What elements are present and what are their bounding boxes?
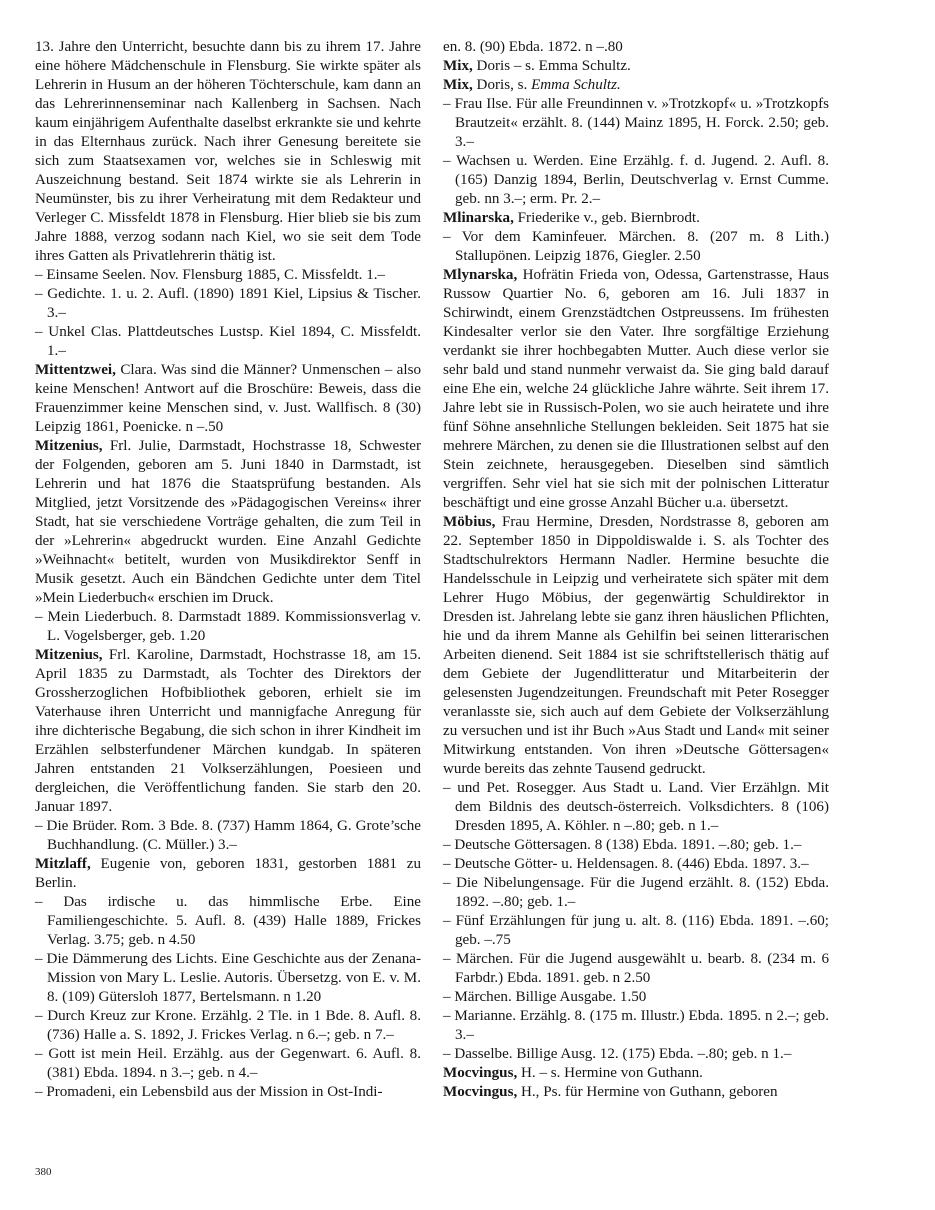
entry-headword: Mocvingus,: [443, 1065, 518, 1081]
continued-work-item: en. 8. (90) Ebda. 1872. n –.80: [443, 39, 623, 55]
page-number: 380: [35, 1166, 52, 1178]
entry-text: Clara. Was sind die Männer? Unmenschen – also keine Menschen! Antwort auf die Broschüre: Beweis, dass die Frauenzimmer keine Menschen sind, v. Just. Wallfisch. 8 (30) Leipzig 1861, Poenicke. n –.50: [35, 362, 421, 435]
entry-text: Friederike v., geb. Biernbrodt.: [513, 210, 700, 226]
entry-text: Hofrätin Frieda von, Odessa, Gartenstrasse, Haus Russow Quartier No. 6, geboren am 16. Juli 1837 in Schirwindt, einem Grenzstädtchen Ostpreussens. Im frühesten Kindesalter verlor sie den Vater. Ihre sorgfältige Erziehung verdankt sie ihrer hochbegabten Mutter. Auch diese verlor sie sehr bald und stand nunmehr verwaist da. Sie ging bald darauf eine Ehe ein, welche 24 glückliche Jahre währte. Seit ihrem 17. Jahre lebt sie in Russisch-Polen, wo sie auch heiratete und ihre fünf Söhne ansehnliche Stellungen bekleiden. Seit 1875 hat sie mehrere Märchen, zu denen sie die Illustrationen selbst auf den Stein zeichnete, herausgegeben. Dieselben sind sämtlich vergriffen. Sehr viel hat sie sich mit der polnischen Litteratur beschäftigt und eine grosse Anzahl Bücher u.a. übersetzt.: [443, 267, 829, 511]
work-item: – Unkel Clas. Plattdeutsches Lustsp. Kiel 1894, C. Missfeldt. 1.–: [35, 324, 421, 359]
work-item: – Mein Liederbuch. 8. Darmstadt 1889. Kommissionsverlag v. L. Vogelsberger, geb. 1.20: [35, 609, 421, 644]
work-item: – und Pet. Rosegger. Aus Stadt u. Land. Vier Erzählgn. Mit dem Bildnis des deutsch-österreich. Volksdichters. 8 (106) Dresden 1895, A. Köhler. n –.80; geb. n 1.–: [443, 780, 829, 834]
entry-headword: Mlynarska,: [443, 267, 518, 283]
entry: [35, 361, 421, 437]
work-item: – Promadeni, ein Lebensbild aus der Mission in Ost-Indi-: [35, 1084, 383, 1100]
entry-headword: Mix,: [443, 77, 473, 93]
work-item: – Märchen. Billige Ausgabe. 1.50: [443, 989, 647, 1005]
work-item: – Deutsche Göttersagen. 8 (138) Ebda. 1891. –.80; geb. 1.–: [443, 837, 802, 853]
work-item: – Dasselbe. Billige Ausg. 12. (175) Ebda. –.80; geb. n 1.–: [443, 1046, 792, 1062]
work-item: – Deutsche Götter- u. Heldensagen. 8. (446) Ebda. 1897. 3.–: [443, 856, 809, 872]
entry-text: Frl. Karoline, Darmstadt, Hochstrasse 18, am 15. April 1835 zu Darmstadt, als Tochter des Direktors der Grossherzoglichen Hofbibliothek geboren, erhielt sie im Vaterhause ihren Unterricht und mannigfache Anregung für ihre dichterische Begabung, die sich schon in ihrer Kindheit im Erzählen selbsterfundener Märchen kundgab. In späteren Jahren entstanden 21 Volkserzählungen, Poesieen und dergleichen, die Veröffentlichung fanden. Sie starb den 20. Januar 1897.: [35, 647, 421, 815]
work-item: – Die Nibelungensage. Für die Jugend erzählt. 8. (152) Ebda. 1892. –.80; geb. 1.–: [443, 875, 829, 910]
entry-headword: Mitzenius,: [35, 438, 103, 454]
entry-text: H. – s. Hermine von Guthann.: [517, 1065, 703, 1081]
entry-headword: Möbius,: [443, 514, 496, 530]
entry: [443, 57, 829, 76]
work-item: – Marianne. Erzählg. 8. (175 m. Illustr.) Ebda. 1895. n 2.–; geb. 3.–: [443, 1008, 829, 1043]
entry-text: Frau Hermine, Dresden, Nordstrasse 8, geboren am 22. September 1850 in Dippoldiswalde i. S. als Tochter des Stadtschulrektors Hermann Nadler. Hermine besuchte die Handelsschule in Leipzig und verheiratete sich später mit dem Lehrer Hugo Möbius, der gegenwärtig Schuldirektor in Dresden ist. Jahrelang lebte sie ganz ihren häuslichen Pflichten, hie und da ihrem Manne als Gehilfin bei seinen litterarischen Arbeiten dienend. Seit 1884 ist sie schriftstellerisch thätig auf dem Gebiete der Jugendlitteratur und Mitarbeiterin der gelesensten Jugendzeitungen. Freundschaft mit Peter Rosegger veranlasste sie, sich auch auf dem Gebiete der Volkserzählung zu versuchen und ist ihr Buch »Aus Stadt und Land« mit seiner Mitwirkung entstanden. Von ihren »Deutsche Göttersagen« wurde bereits das zehnte Tausend gedruckt.: [443, 514, 829, 777]
entry: [35, 855, 421, 893]
work-item: – Die Brüder. Rom. 3 Bde. 8. (737) Hamm 1864, G. Grote’sche Buchhandlung. (C. Müller.) 3.–: [35, 818, 421, 853]
entry-text: Eugenie von, geboren 1831, gestorben 1881 zu Berlin.: [35, 856, 421, 891]
entry: [443, 1064, 829, 1083]
work-item: – Vor dem Kaminfeuer. Märchen. 8. (207 m. 8 Lith.) Stallupönen. Leipzig 1876, Giegler. 2.50: [443, 229, 829, 264]
left-column: [35, 38, 421, 1102]
entry-text: Frl. Julie, Darmstadt, Hochstrasse 18, Schwester der Folgenden, geboren am 5. Juni 1840 in Darmstadt, ist Lehrerin und hat 1876 die Staatsprüfung bestanden. Als Mitglied, jetzt Vorsitzende des »Pädagogischen Vereins« ihrer Stadt, hat sie verschiedene Vorträge gehalten, die zum Teil in der »Lehrerin« abgedruckt wurden. Eine Anzahl Gedichte »Weihnacht« betitelt, wurden von Musikdirektor Senff in Musik gesetzt. Auch ein Bändchen Gedichte unter dem Titel »Mein Liederbuch« erschien im Druck.: [35, 438, 421, 606]
right-column: [443, 38, 829, 1102]
entry-headword: Mitzlaff,: [35, 856, 91, 872]
work-item: – Märchen. Für die Jugend ausgewählt u. bearb. 8. (234 m. 6 Farbdr.) Ebda. 1891. geb. n 2.50: [443, 951, 829, 986]
entry: [443, 76, 829, 95]
entry-headword: Mix,: [443, 58, 473, 74]
work-item: – Einsame Seelen. Nov. Flensburg 1885, C. Missfeldt. 1.–: [35, 267, 386, 283]
entry-italic-ref: Emma Schultz.: [531, 77, 621, 93]
entry-headword: Mlinarska,: [443, 210, 514, 226]
paragraph: 13. Jahre den Unterricht, besuchte dann bis zu ihrem 17. Jahre eine höhere Mädchenschule in Flensburg. Sie wirkte später als Lehrerin in Husum an der höheren Töchterschule, kam dann an das Lehrerinnenseminar nach Kallenberg in Sachsen. Nach kaum einjährigem Aufenthalte daselbst erkrankte sie und kehrte in das Elternhaus zurück. Nach ihrer Genesung bereitete sie sich zum Staatsexamen vor, welches sie in Schleswig mit Auszeichnung bestand. Seit 1874 wirkte sie als Lehrerin in Neumünster, bis zu ihrer Verheiratung mit dem Redakteur und Verleger C. Missfeldt 1878 in Flensburg. Hier blieb sie bis zum Jahre 1888, verzog sodann nach Kiel, wo sie seit dem Tode ihres Gatten als Privatlehrerin thätig ist.: [35, 39, 421, 264]
entry-headword: Mitzenius,: [35, 647, 103, 663]
entry: [35, 437, 421, 608]
entry-text: Doris, s.: [472, 77, 532, 93]
entry-text: H., Ps. für Hermine von Guthann, geboren: [517, 1084, 778, 1100]
entry: [443, 1083, 829, 1102]
entry: [35, 646, 421, 817]
entry: [443, 209, 829, 228]
work-item: – Gedichte. 1. u. 2. Aufl. (1890) 1891 Kiel, Lipsius & Tischer. 3.–: [35, 286, 421, 321]
work-item: – Fünf Erzählungen für jung u. alt. 8. (116) Ebda. 1891. –.60; geb. –.75: [443, 913, 829, 948]
work-item: – Wachsen u. Werden. Eine Erzählg. f. d. Jugend. 2. Aufl. 8. (165) Danzig 1894, Berlin, Deutschverlag v. Ernst Cumme. geb. nn 3.–; erm. Pr. 2.–: [443, 153, 829, 207]
entry-text: Doris – s. Emma Schultz.: [472, 58, 631, 74]
entry-headword: Mittentzwei,: [35, 362, 116, 378]
entry-headword: Mocvingus,: [443, 1084, 518, 1100]
work-item: – Gott ist mein Heil. Erzählg. aus der Gegenwart. 6. Aufl. 8. (381) Ebda. 1894. n 3.–; geb. n 4.–: [35, 1046, 421, 1081]
work-item: – Frau Ilse. Für alle Freundinnen v. »Trotzkopf« u. »Trotzkopfs Brautzeit« erzählt. 8. (144) Mainz 1895, H. Forck. 2.50; geb. 3.–: [443, 96, 829, 150]
entry: [443, 513, 829, 779]
work-item: – Das irdische u. das himmlische Erbe. Eine Familiengeschichte. 5. Aufl. 8. (439) Halle 1889, Frickes Verlag. 3.75; geb. n 4.50: [35, 894, 421, 948]
entry: [443, 266, 829, 513]
work-item: – Die Dämmerung des Lichts. Eine Geschichte aus der Zenana-Mission von Mary L. Leslie. Autoris. Übersetzg. von E. v. M. 8. (109) Gütersloh 1877, Bertelsmann. n 1.20: [35, 951, 421, 1005]
work-item: – Durch Kreuz zur Krone. Erzählg. 2 Tle. in 1 Bde. 8. Aufl. 8. (736) Halle a. S. 1892, J. Frickes Verlag. n 6.–; geb. n 7.–: [35, 1008, 421, 1043]
